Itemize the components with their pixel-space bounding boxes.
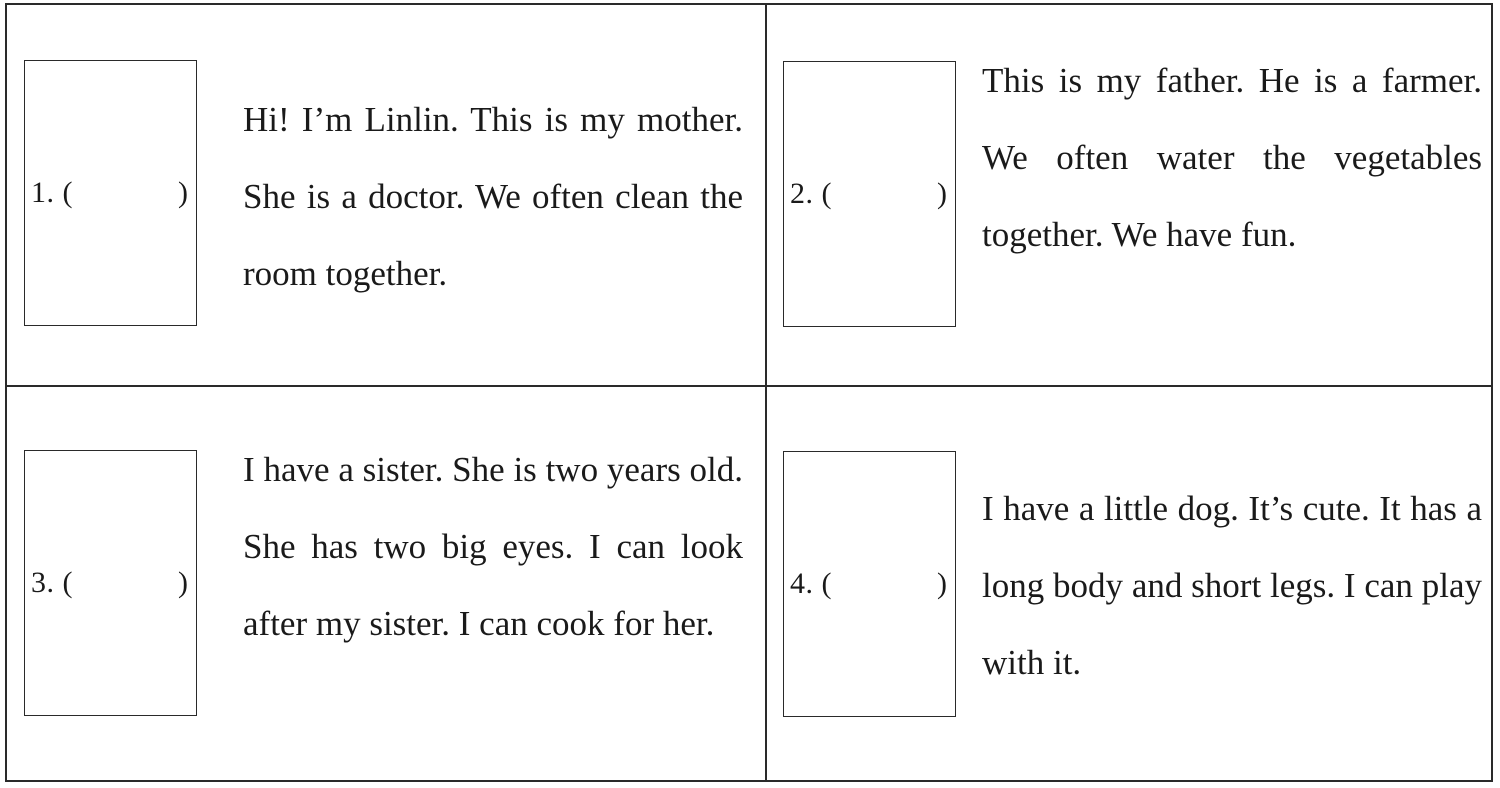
item-number-1: 1. ( — [31, 176, 73, 209]
answer-box-4[interactable] — [783, 451, 956, 717]
passage-3: I have a sister. She is two years old. She has two big eyes. I can look after my sister. I can cook for her. — [243, 450, 743, 643]
item-number-3: 3. ( — [31, 566, 73, 599]
close-paren-4: ) — [937, 567, 947, 600]
item-number-2: 2. ( — [790, 177, 832, 210]
item-number-4: 4. ( — [790, 567, 832, 600]
passage-4: I have a little dog. It’s cute. It has a long body and short legs. I can play with it. — [982, 489, 1482, 682]
exercise-table — [5, 3, 1493, 782]
answer-box-3[interactable] — [24, 450, 197, 716]
close-paren-2: ) — [937, 177, 947, 210]
column-divider — [765, 5, 767, 780]
answer-box-1[interactable] — [24, 60, 197, 326]
close-paren-1: ) — [178, 176, 188, 209]
answer-box-2[interactable] — [783, 61, 956, 327]
passage-1: Hi! I’m Linlin. This is my mother. She is a doctor. We often clean the room together. — [243, 100, 743, 293]
row-divider — [7, 385, 1491, 387]
passage-2: This is my father. He is a farmer. We often water the vegetables together. We have fun. — [982, 61, 1482, 254]
close-paren-3: ) — [178, 566, 188, 599]
